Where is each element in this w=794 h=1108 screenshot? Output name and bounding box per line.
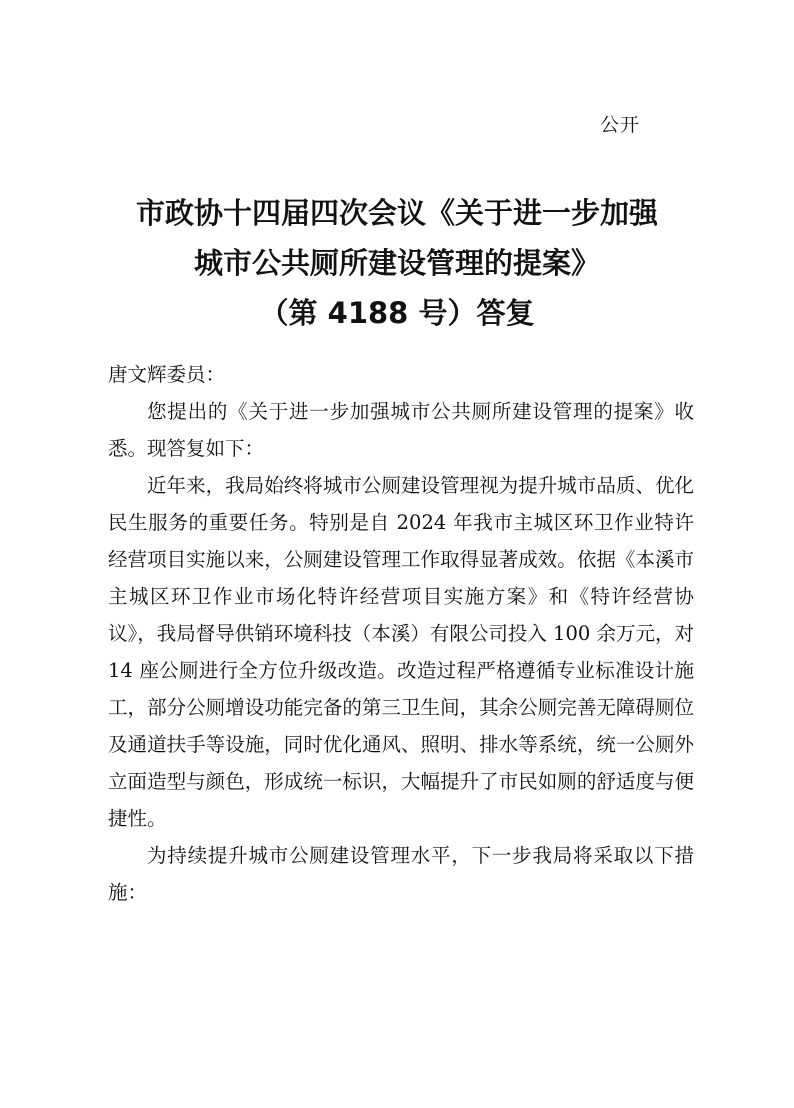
document-title: [0, 188, 794, 338]
title-line-2: 城市公共厕所建设管理的提案》: [193, 246, 600, 280]
title-line-1: 市政协十四届四次会议《关于进一步加强: [135, 196, 658, 230]
paragraph-progress: 近年来，我局始终将城市公厕建设管理视为提升城市品质、优化民生服务的重要任务。特别是自 2024 年我市主城区环卫作业特许经营项目实施以来，公厕建设管理工作取得显著成效。依据《本溪市主城区环卫作业市场化特许经营项目实施方案》和《特许经营协议》，我局督导供销环境科技（本溪）有限公司投入 100 余万元，对 14 座公厕进行全方位升级改造。改造过程严格遵循专业标准设计施工，部分公厕增设功能完备的第三卫生间，其余公厕完善无障碍厕位及通道扶手等设施，同时优化通风、照明、排水等系统，统一公厕外立面造型与颜色，形成统一标识，大幅提升了市民如厕的舒适度与便捷性。: [108, 474, 694, 830]
paragraph-acknowledgement: 您提出的《关于进一步加强城市公共厕所建设管理的提案》收悉。现答复如下：: [108, 400, 694, 460]
title-line-3: （第 4188 号）答复: [259, 296, 535, 330]
document-body: [108, 356, 694, 911]
public-label: 公开: [600, 114, 641, 136]
salutation: 唐文辉委员：: [108, 363, 226, 386]
paragraph-next-steps: 为持续提升城市公厕建设管理水平，下一步我局将采取以下措施：: [108, 844, 694, 904]
